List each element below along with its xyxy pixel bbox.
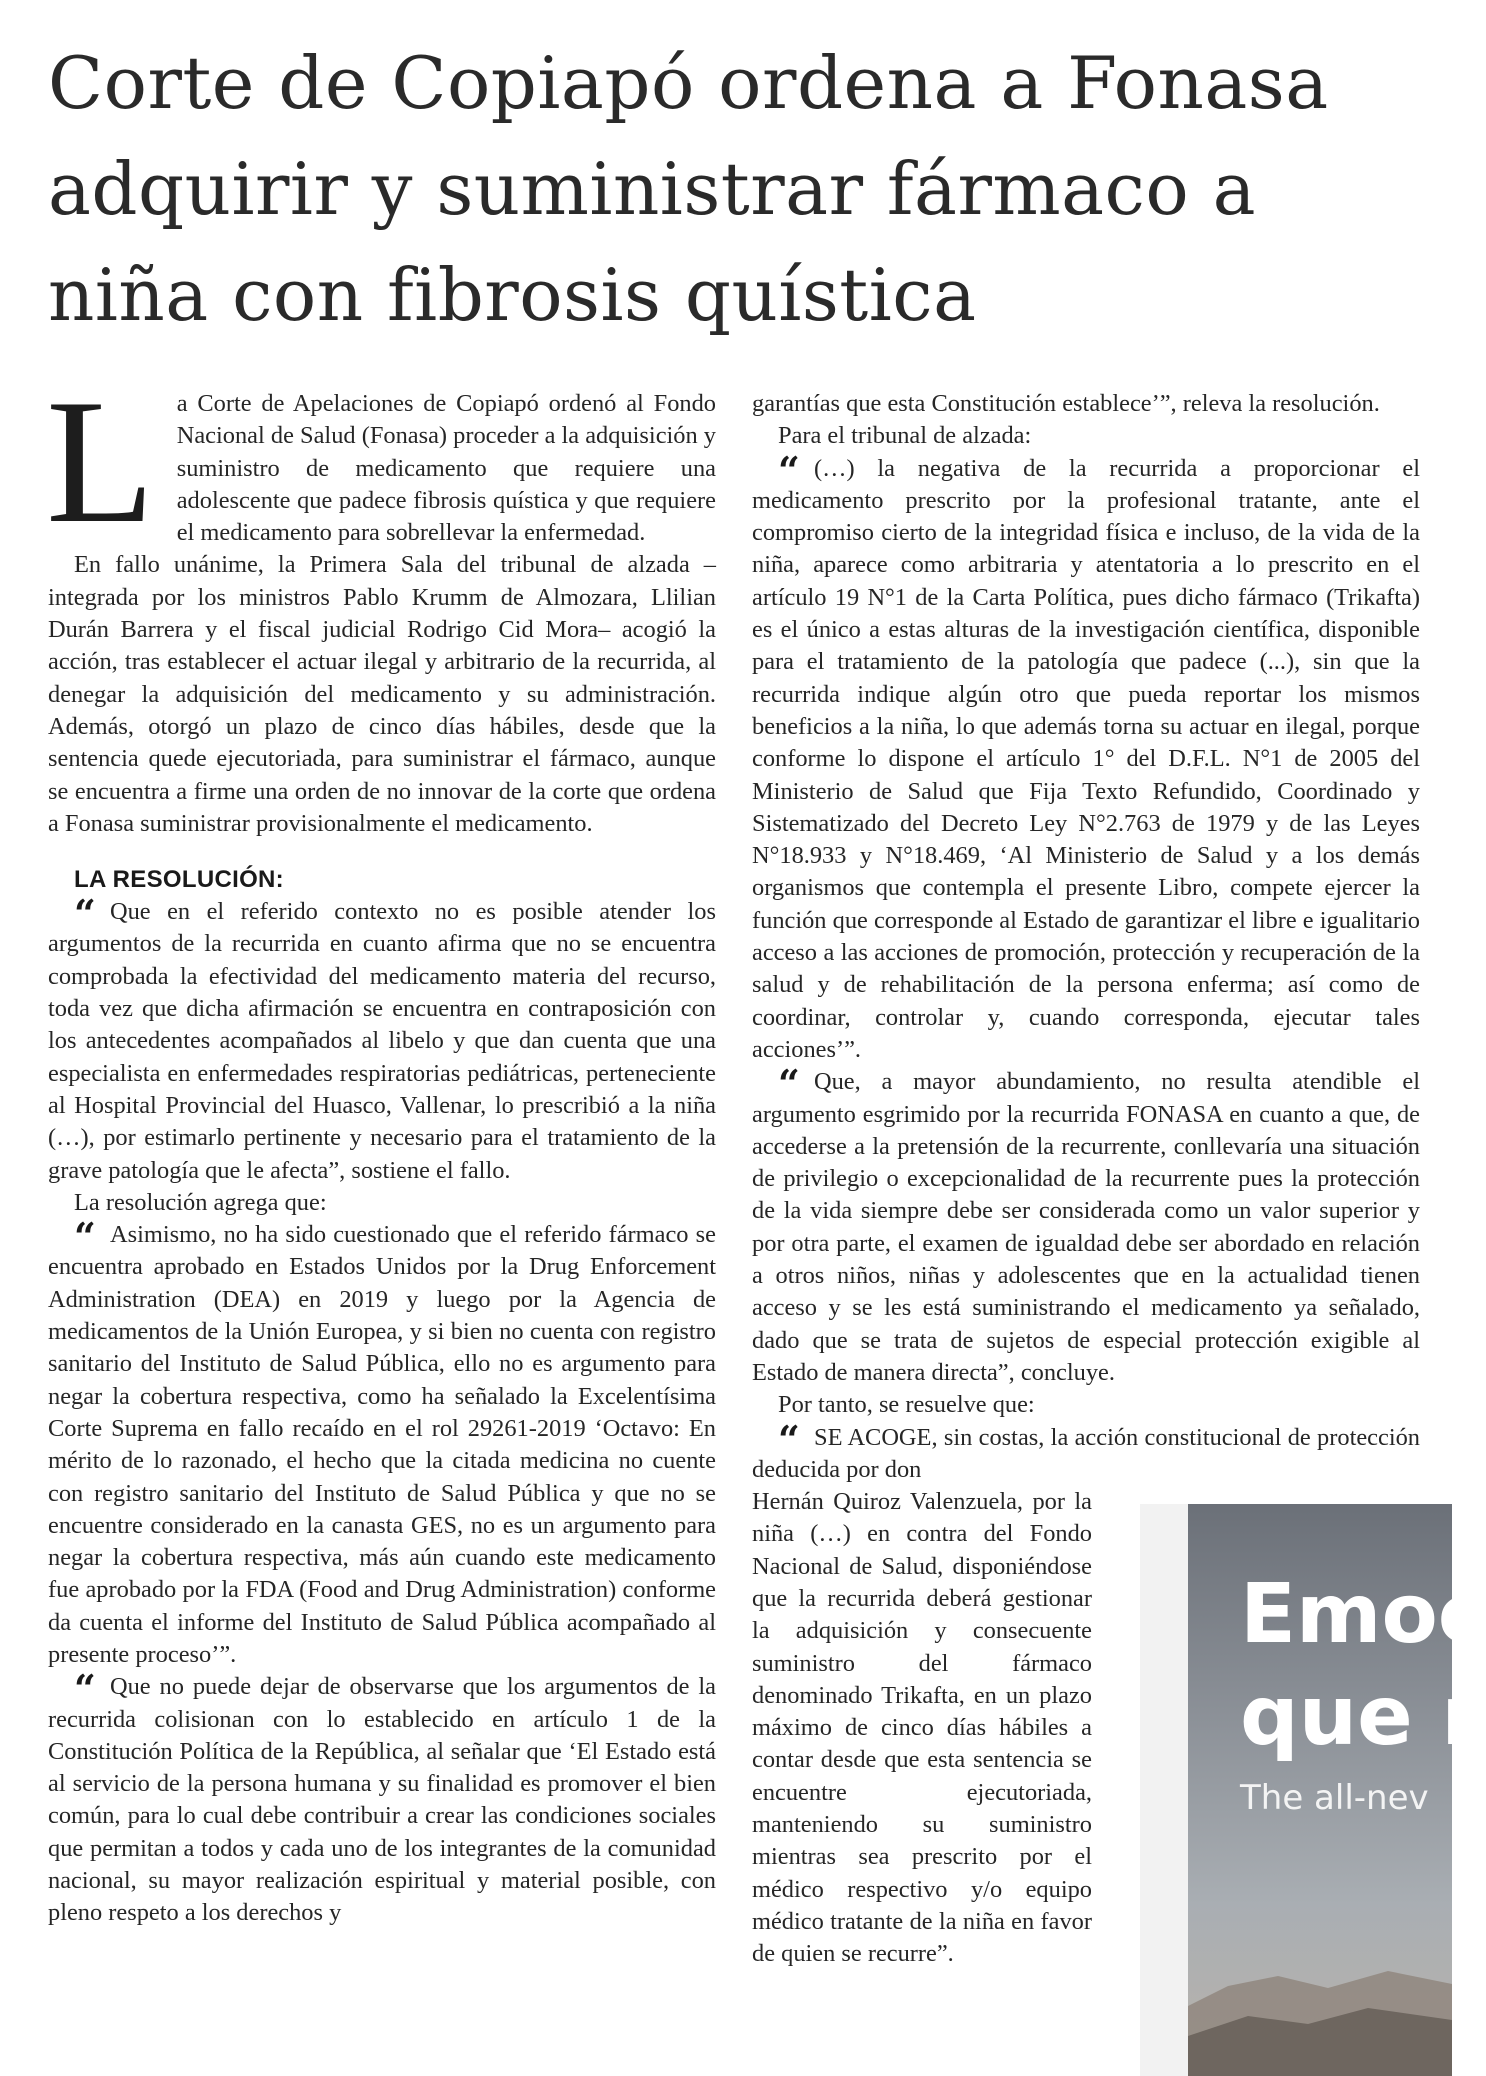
quote-text: Que en el referido contexto no es posible atender los argumentos de la recurrida en cuanto afirma que no se encuentra comprobada la efectividad del medicamento materia del recurso, toda vez que dicha afirmación se encuentra en contraposición con los antecedentes acompañados al libelo y que dan cuenta que una especialista en enfermedades respiratorias pediátricas, perteneciente al Hospital Provincial del Huasco, Vallenar, lo prescribió a la niña (…), por estimarlo pertinente y necesario para el tratamiento de la grave patología que le afecta”, sostiene el fallo. (48, 898, 716, 1184)
quote-text: SE ACOGE, sin costas, la acción constitucional de protección deducida por don (752, 1423, 1420, 1483)
quote-text: (…) la negativa de la recurrida a proporcionar el medicamento prescrito por la profesional tratante, ante el compromiso cierto de la integridad física e incluso, de la vida de la niña, aparece como arbitraria y atentatoria a lo prescrito en el artículo 19 N°1 de la Carta Política, pues dicho fármaco (Trikafta) es el único a estas alturas de la investigación científica, disponible para el tratamiento de la patología que padece (...), sin que la recurrida indique algún otro que pueda reportar los mismos beneficios a la niña, lo que además torna su actuar en ilegal, porque conforme lo dispone el artículo 1° del D.F.L. N°1 de 2005 del Ministerio de Salud que Fija Texto Refundido, Coordinado y Sistematizado del Decreto Ley N°2.763 de 1979 y de las Leyes N°18.933 y N°18.469, ‘Al Ministerio de Salud y a los demás organismos que contempla el presente Libro, compete ejercer la función que corresponde al Estado de garantizar el libre e igualitario acceso a las acciones de promoción, protección y recuperación de la salud y de rehabilitación de la persona enferma; así como de coordinar, controlar y, cuando corresponda, ejecutar tales acciones’”. (752, 454, 1420, 1063)
quote-paragraph (752, 1061, 1420, 1389)
dropcap: L (46, 362, 155, 560)
headline-line-2: adquirir y suministrar fármaco a (48, 147, 1257, 231)
quote-paragraph (48, 891, 716, 1187)
advertisement[interactable] (1188, 1504, 1486, 2076)
quote-mark-icon: “ (74, 1214, 96, 1260)
quote-paragraph (752, 1416, 1420, 1487)
quote-text: Que, a mayor abundamiento, no resulta atendible el argumento esgrimido por la recurrida FONASA en cuanto a que, de accederse a la pretensión de la recurrente, conllevaría una situación de privilegio o excepcionalidad de la recurrente pues la protección de la vida siempre debe ser considerada como un valor superior y por otra parte, el examen de igualdad debe ser abordado en relación a otros niños, niñas y adolescentes que en la actualidad tienen acceso y se les está suministrando el medicamento ya señalado, dado que se trata de sujetos de especial protección exigible al Estado de manera directa”, concluye. (752, 1068, 1420, 1386)
quote-text: Asimismo, no ha sido cuestionado que el referido fármaco se encuentra aprobado en Estados Unidos por la Drug Enforcement Administration (DEA) en 2019 y luego por la Agencia de medicamentos de la Unión Europea, y si bien no cuenta con registro sanitario del Instituto de Salud Pública, ello no es argumento para negar la cobertura respectiva, como ha señalado la Excelentísima Corte Suprema en fallo recaído en el rol 29261-2019 ‘Octavo: En mérito de lo razonado, el hecho que la citada medicina no cuente con registro sanitario del Instituto de Salud Pública y que no se encuentre considerado en la canasta GES, no es un argumento para negar la cobertura respectiva, más aún cuando este medicamento fue aprobado por la FDA (Food and Drug Administration) conforme da cuenta el informe del Instituto de Salud Pública acompañado al presente proceso’”. (48, 1221, 716, 1668)
section-heading: LA RESOLUCIÓN: (74, 866, 284, 894)
article-column-left (46, 362, 716, 1930)
quote-paragraph (48, 1666, 716, 1929)
lead-paragraph (46, 362, 716, 560)
ad-subtitle: The all-nev (1240, 1778, 1429, 1818)
body-paragraph: En fallo unánime, la Primera Sala del tribunal de alzada –integrada por los ministros Pablo Krumm de Almozara, Llilian Durán Barrera y el fiscal judicial Rodrigo Cid Mora– acogió la acción, tras establecer el actuar ilegal y arbitrario de la recurrida, al denegar la adquisición del medicamento y su administración. Además, otorgó un plazo de cinco días hábiles, desde que la sentencia quede ejecutoriada, para suministrar el fármaco, aunque se encuentra a firme una orden de no innovar de la corte que ordena a Fonasa suministrar provisionalmente el medicamento. (48, 551, 716, 837)
quote-paragraph (752, 447, 1420, 1067)
body-paragraph: garantías que esta Constitución establece’”, releva la resolución. (752, 390, 1380, 417)
ad-title-line-1: Emoc (1240, 1567, 1486, 1662)
mountain-image (1188, 1916, 1452, 2076)
lead-text: a Corte de Apelaciones de Copiapó ordenó al Fondo Nacional de Salud (Fonasa) proceder a la adquisición y suministro de medicamento que requiere una adolescente que padece fibrosis quística y que requiere el medicamento para sobrellevar la enfermedad. (176, 390, 716, 547)
body-paragraph: La resolución agrega que: (74, 1188, 327, 1216)
headline-line-3: niña con fibrosis quística (48, 253, 977, 337)
headline-line-1: Corte de Copiapó ordena a Fonasa (48, 41, 1329, 125)
quote-paragraph (48, 1214, 716, 1671)
body-paragraph: Para el tribunal de alzada: (778, 422, 1032, 450)
ad-margin (1140, 1504, 1188, 2076)
ad-title-line-2: que r (1240, 1669, 1482, 1764)
ad-title (1240, 1564, 1486, 1768)
quote-mark-icon: “ (74, 891, 96, 937)
quote-mark-icon: “ (778, 1061, 800, 1107)
body-paragraph: Por tanto, se resuelve que: (778, 1391, 1035, 1419)
quote-mark-icon: “ (74, 1666, 96, 1712)
headline (48, 30, 1428, 348)
quote-text: Que no puede dejar de observarse que los argumentos de la recurrida colisionan con lo establecido en artículo 1 de la Constitución Política de la República, al señalar que ‘El Estado está al servicio de la persona humana y su finalidad es promover el bien común, para lo cual debe contribuir a crear las condiciones sociales que permitan a todos y cada uno de los integrantes de la comunidad nacional, su mayor realización espiritual y material posible, con pleno respeto a los derechos y (48, 1673, 716, 1927)
quote-mark-icon: “ (778, 1416, 800, 1462)
quote-mark-icon: “ (778, 447, 800, 493)
quote-continuation: Hernán Quiroz Valenzuela, por la niña (…) en contra del Fondo Nacional de Salud, disponiéndose que la recurrida deberá gestionar la adquisición y consecuente suministro del fármaco denominado Trikafta, en un plazo máximo de cinco días hábiles a contar desde que esta sentencia se encuentre ejecutoriada, manteniendo su suministro mientras sea prescrito por el médico respectivo y/o equipo médico tratante de la niña en favor de quien se recurre”. (752, 1488, 1092, 1968)
